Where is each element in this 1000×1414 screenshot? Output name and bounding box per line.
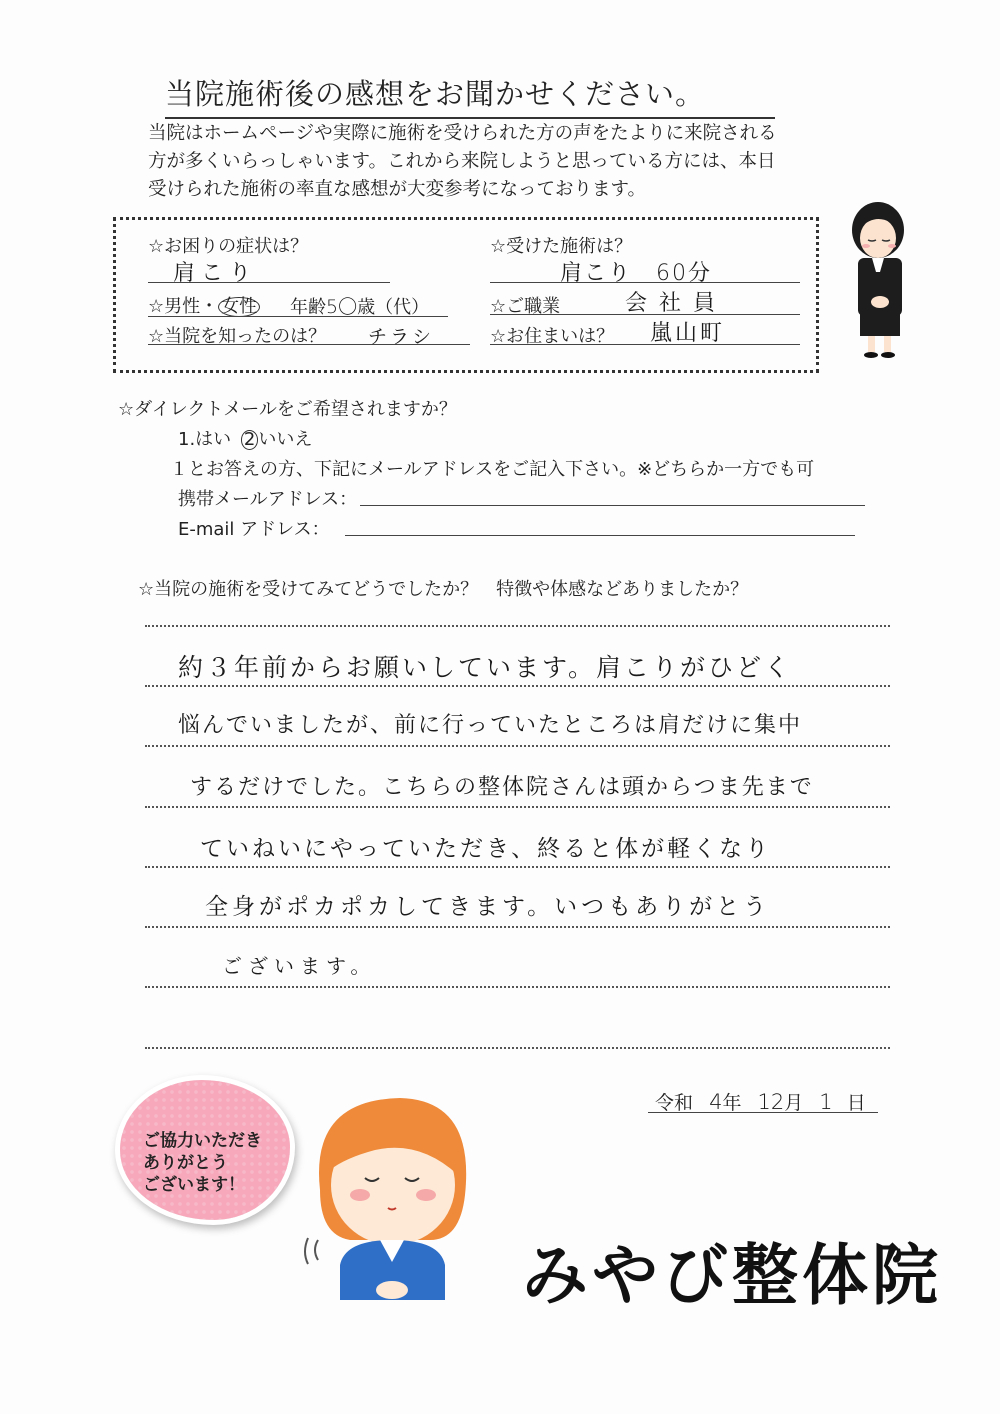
comment-ruled-line: [145, 806, 890, 808]
feedback-question: ☆当院の施術を受けてみてどうでしたか？ 特徴や体感などありましたか？: [138, 579, 749, 600]
age-label-b: 歳（代）: [357, 297, 430, 318]
age-label: [290, 292, 429, 319]
source-value: チラシ: [368, 326, 435, 348]
comment-ruled-line: [145, 866, 890, 868]
thank-you-line: ご協力いただき: [143, 1131, 262, 1151]
intro-line: 当院はホームページや実際に施術を受けられた方の声をたよりに来院される: [148, 123, 777, 144]
comment-ruled-line: [145, 685, 890, 687]
bowing-staff-illustration: [300, 1090, 480, 1300]
occupation-label: ☆ご職業: [490, 296, 561, 317]
thank-you-line: ございます！: [143, 1175, 245, 1195]
thank-you-line: ありがとう: [143, 1153, 228, 1173]
gender-female-circled[interactable]: 女性: [218, 297, 260, 317]
source-label: ☆当院を知ったのは？: [148, 326, 327, 347]
comment-ruled-line: [145, 926, 890, 928]
date-day-unit: 日: [846, 1092, 866, 1114]
comment-line: 悩んでいましたが、前に行っていたところは肩だけに集中: [178, 713, 803, 738]
thank-you-text: [143, 1130, 262, 1196]
date-underline: [648, 1112, 878, 1113]
dm-options: [178, 425, 312, 451]
gender-male: ☆男性・: [148, 296, 219, 317]
comment-ruled-line: [145, 986, 890, 988]
dm-question: ☆ダイレクトメールをご希望されますか？: [118, 399, 457, 420]
date-month[interactable]: 12: [757, 1090, 785, 1114]
date-month-unit: 月: [784, 1092, 804, 1114]
occupation-value: 会社員: [625, 291, 728, 316]
comment-ruled-line: [145, 745, 890, 747]
symptom-label: ☆お困りの症状は？: [148, 236, 309, 257]
address-label: ☆お住まいは？: [490, 326, 615, 347]
date-day[interactable]: 1: [819, 1090, 833, 1114]
date-era: 令和: [655, 1092, 694, 1114]
date-year-unit: 年: [722, 1092, 742, 1114]
comment-line: ていねいにやっていただき、終ると体が軽くなり: [200, 836, 772, 862]
address-value: 嵐山町: [650, 321, 726, 346]
age-label-a: 年齢: [290, 297, 326, 318]
age-value[interactable]: 5〇: [326, 296, 358, 318]
gender-underline: [148, 316, 448, 317]
symptom-field[interactable]: [148, 258, 390, 286]
comment-ruled-line: [145, 1047, 890, 1049]
comment-line: ございます。: [222, 954, 377, 978]
dm-option-no-num[interactable]: 2: [241, 430, 258, 450]
comment-ruled-line: [145, 625, 890, 627]
email-field[interactable]: [345, 535, 855, 536]
mobile-email-field[interactable]: [360, 505, 865, 506]
date: [655, 1088, 866, 1115]
mobile-email-label: 携帯メールアドレス：: [178, 489, 358, 510]
email-label: E-mail アドレス：: [178, 519, 330, 540]
occupation-field[interactable]: [490, 288, 800, 315]
dm-note: １とお答えの方、下記にメールアドレスをご記入下さい。※どちらか一方でも可: [170, 459, 815, 480]
source-field[interactable]: [148, 320, 470, 348]
receptionist-illustration: [840, 198, 920, 363]
address-field[interactable]: [490, 318, 800, 345]
intro-text: [148, 120, 848, 204]
gender-label: [148, 292, 260, 318]
symptom-value: 肩こり: [173, 261, 258, 286]
treatment-field[interactable]: [490, 258, 800, 286]
date-year[interactable]: 4: [709, 1090, 723, 1114]
intro-line: 受けられた施術の率直な感想が大変参考になっております。: [148, 179, 647, 200]
comment-line: 約３年前からお願いしています。肩こりがひどく: [178, 653, 793, 682]
clinic-logo: みやび整体院: [522, 1236, 942, 1314]
comment-line: 全身がポカポカしてきます。いつもありがとう: [205, 894, 771, 920]
dm-option-no[interactable]: いいえ: [258, 429, 313, 450]
comment-line: するだけでした。こちらの整体院さんは頭からつま先まで: [190, 775, 814, 800]
page-title: 当院施術後の感想をお聞かせください。: [165, 72, 775, 119]
intro-line: 方が多くいらっしゃいます。これから来院しようと思っている方には、本日: [148, 151, 776, 172]
treatment-label: ☆受けた施術は？: [490, 236, 633, 257]
dm-option-yes[interactable]: 1.はい: [178, 429, 232, 450]
treatment-value: 肩こり 60分: [560, 261, 712, 286]
